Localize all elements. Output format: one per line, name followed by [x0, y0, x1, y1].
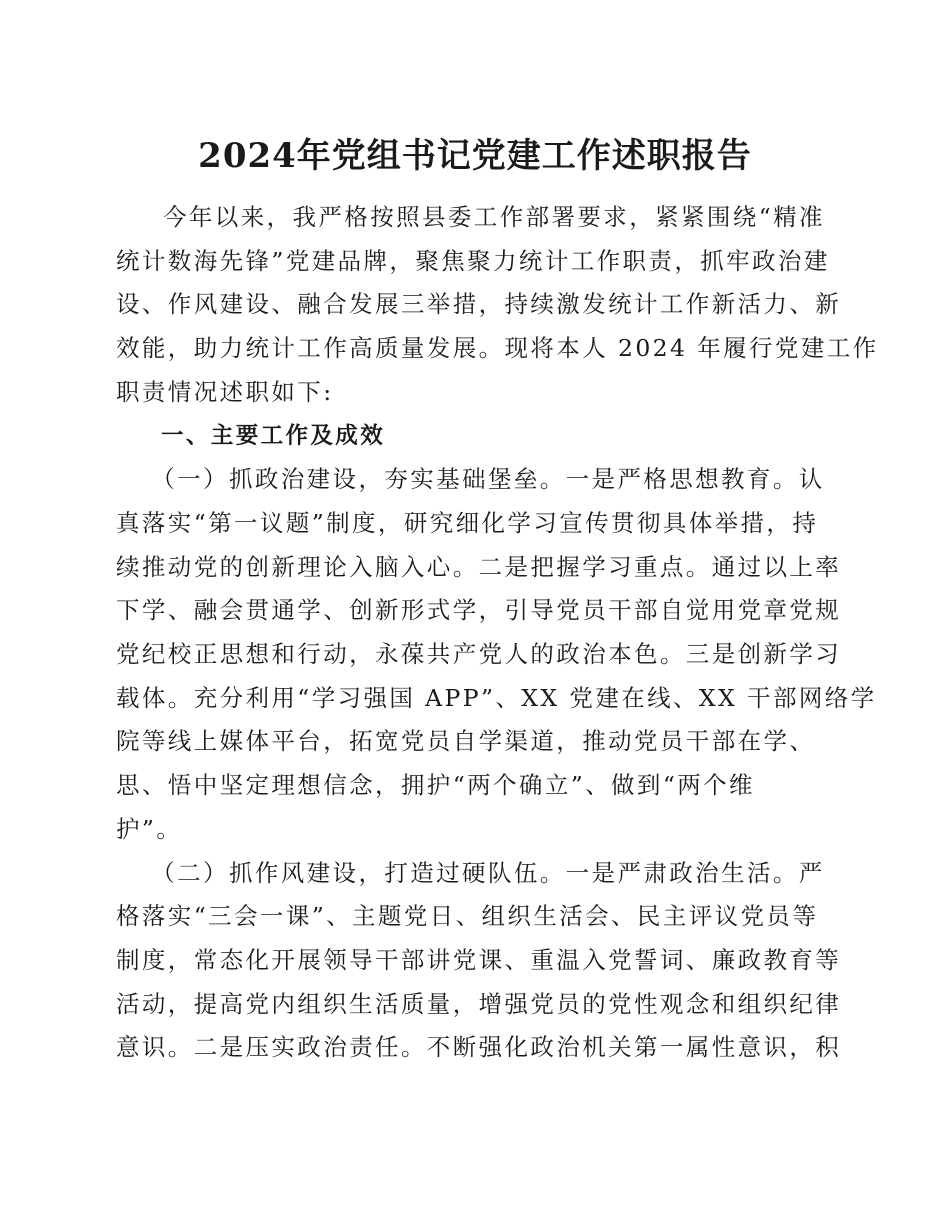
- section-heading: 一、主要工作及成效: [161, 422, 386, 449]
- paragraph-line: 党纪校正思想和行动，永葆共产党人的政治本色。三是创新学习: [116, 640, 842, 669]
- intro-line: 设、作风建设、融合发展三举措，持续激发统计工作新活力、新: [116, 290, 842, 319]
- paragraph-line: （一）抓政治建设，夯实基础堡垒。一是严格思想教育。认: [151, 465, 825, 494]
- paragraph-line: 制度，常态化开展领导干部讲党课、重温入党誓词、廉政教育等: [116, 945, 842, 974]
- document-body: [116, 196, 879, 1070]
- paragraph-line: 续推动党的创新理论入脑入心。二是把握学习重点。通过以上率: [116, 552, 842, 581]
- paragraph-line: （二）抓作风建设，打造过硬队伍。一是严肃政治生活。严: [151, 858, 825, 887]
- section-paragraph-1: [116, 458, 877, 851]
- intro-line: 统计数海先锋”党建品牌，聚焦聚力统计工作职责，抓牢政治建: [116, 246, 830, 275]
- paragraph-line: 活动，提高党内组织生活质量，增强党员的党性观念和组织纪律: [116, 989, 842, 1018]
- section-paragraph-2: [116, 852, 842, 1071]
- intro-line: 效能，助力统计工作高质量发展。现将本人 2024 年履行党建工作: [116, 334, 879, 363]
- paragraph-line: 真落实“第一议题”制度，研究细化学习宣传贯彻具体举措，持: [116, 508, 819, 537]
- paragraph-line: 下学、融会贯通学、创新形式学，引导党员干部自觉用党章党规: [116, 596, 842, 625]
- paragraph-line: 意识。二是压实政治责任。不断强化政治机关第一属性意识，积: [116, 1033, 842, 1062]
- document-title: 2024年党组书记党建工作述职报告: [198, 136, 752, 176]
- paragraph-line: 护”。: [116, 814, 183, 843]
- intro-paragraph: [116, 196, 879, 415]
- paragraph-line: 载体。充分利用“学习强国 APP”、XX 党建在线、XX 干部网络学: [116, 683, 877, 712]
- paragraph-line: 格落实“三会一课”、主题党日、组织生活会、民主评议党员等: [116, 902, 819, 931]
- paragraph-line: 院等线上媒体平台，拓宽党员自学渠道，推动党员干部在学、: [116, 727, 816, 756]
- intro-line: 职责情况述职如下:: [116, 377, 334, 406]
- paragraph-line: 思、悟中坚定理想信念，拥护“两个确立”、做到“两个维: [116, 771, 755, 800]
- intro-line: 今年以来，我严格按照县委工作部署要求，紧紧围绕“精准: [163, 203, 825, 231]
